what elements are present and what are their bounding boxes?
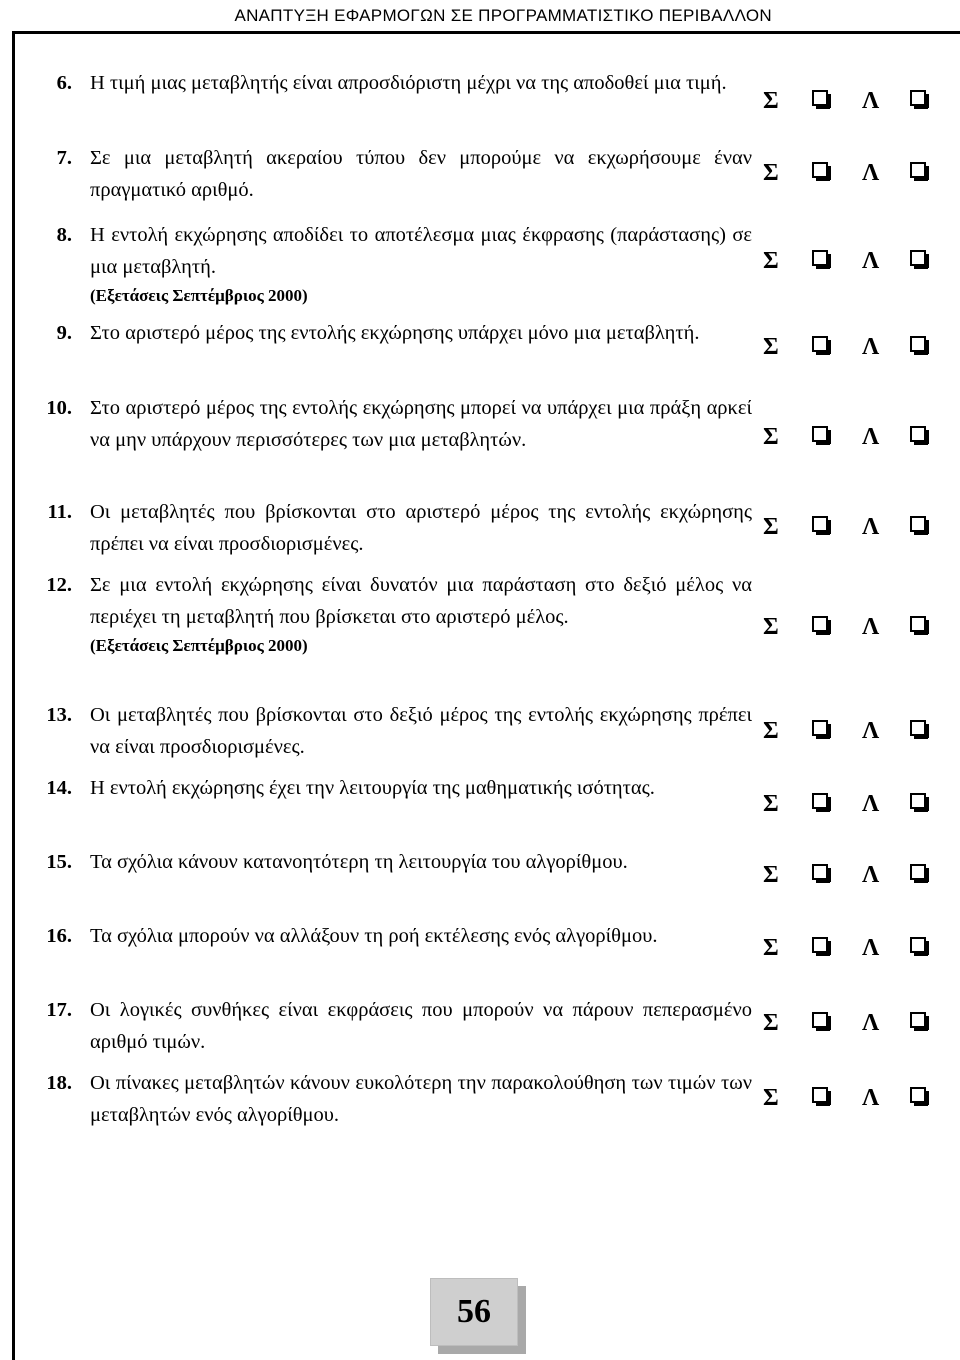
question-item [40, 1068, 752, 1131]
question-text: Οι λογικές συνθήκες είναι εκφράσεις που μπορούν να πάρουν πεπερασμένο αριθμό τιμών. [90, 999, 752, 1053]
question-number: 7. [56, 147, 72, 169]
false-label: Λ [862, 718, 880, 744]
header-rule [12, 31, 960, 34]
question-text: Η τιμή μιας μεταβλητής είναι απροσδιόριστη μέχρι να της αποδοθεί μια τιμή. [90, 72, 727, 94]
false-checkbox[interactable] [910, 250, 926, 266]
question-item [40, 220, 752, 309]
true-label: Σ [763, 424, 779, 450]
false-label: Λ [862, 791, 880, 817]
question-number: 8. [56, 224, 72, 246]
true-false-options [760, 244, 940, 278]
true-false-options [760, 931, 940, 965]
false-label: Λ [862, 935, 880, 961]
true-checkbox[interactable] [812, 426, 828, 442]
true-label: Σ [763, 791, 779, 817]
running-header: ΑΝΑΠΤΥΞΗ ΕΦΑΡΜΟΓΩΝ ΣΕ ΠΡΟΓΡΑΜΜΑΤΙΣΤΙΚΟ ΠΕΡΙΒΑΛΛΟΝ [234, 6, 772, 25]
question-number: 12. [46, 574, 72, 596]
question-item [40, 143, 752, 206]
question-number: 13. [46, 704, 72, 726]
false-checkbox[interactable] [910, 516, 926, 532]
true-checkbox[interactable] [812, 864, 828, 880]
true-label: Σ [763, 1085, 779, 1111]
false-checkbox[interactable] [910, 336, 926, 352]
false-label: Λ [862, 614, 880, 640]
false-checkbox[interactable] [910, 864, 926, 880]
true-false-options [760, 420, 940, 454]
question-item [40, 570, 752, 659]
question-text: Η εντολή εκχώρησης αποδίδει το αποτέλεσμα μιας έκφρασης (παράστασης) σε μια μεταβλητή. [90, 224, 752, 278]
question-text: Οι πίνακες μεταβλητών κάνουν ευκολότερη την παρακολούθηση των τιμών των μεταβλητών ενός αλγορίθμου. [90, 1072, 752, 1126]
question-text: Στο αριστερό μέρος της εντολής εκχώρησης μπορεί να υπάρχει μια πράξη αρκεί να μην υπάρχουν περισσότερες των μια μεταβλητών. [90, 397, 752, 451]
question-item [40, 921, 752, 953]
false-label: Λ [862, 424, 880, 450]
true-checkbox[interactable] [812, 616, 828, 632]
question-text: Οι μεταβλητές που βρίσκονται στο αριστερό μέρος της εντολής εκχώρησης πρέπει να είναι προσδιορισμένες. [90, 501, 752, 555]
question-text: Στο αριστερό μέρος της εντολής εκχώρησης υπάρχει μόνο μια μεταβλητή. [90, 322, 700, 344]
true-false-options [760, 84, 940, 118]
question-number: 17. [46, 999, 72, 1021]
false-label: Λ [862, 160, 880, 186]
true-label: Σ [763, 862, 779, 888]
margin-rule [12, 31, 15, 1360]
false-label: Λ [862, 334, 880, 360]
question-number: 9. [56, 322, 72, 344]
true-label: Σ [763, 614, 779, 640]
true-false-options [760, 1081, 940, 1115]
question-item [40, 995, 752, 1058]
question-number: 14. [46, 777, 72, 799]
question-number: 11. [47, 501, 72, 523]
question-number: 6. [56, 72, 72, 94]
question-item [40, 700, 752, 763]
true-false-options [760, 510, 940, 544]
question-text: Τα σχόλια κάνουν κατανοητότερη τη λειτουργία του αλγορίθμου. [90, 851, 628, 873]
true-checkbox[interactable] [812, 250, 828, 266]
true-false-options [760, 1006, 940, 1040]
question-text: Οι μεταβλητές που βρίσκονται στο δεξιό μέρος της εντολής εκχώρησης πρέπει να είναι προσδιορισμένες. [90, 704, 752, 758]
question-text: Σε μια εντολή εκχώρησης είναι δυνατόν μια παράσταση στο δεξιό μέλος να περιέχει τη μεταβλητή που βρίσκεται στο αριστερό μέλος. [90, 574, 752, 628]
question-text: Τα σχόλια μπορούν να αλλάξουν τη ροή εκτέλεσης ενός αλγορίθμου. [90, 925, 658, 947]
question-item [40, 393, 752, 456]
false-label: Λ [862, 1085, 880, 1111]
true-label: Σ [763, 160, 779, 186]
question-item [40, 318, 752, 350]
false-checkbox[interactable] [910, 616, 926, 632]
question-number: 18. [46, 1072, 72, 1094]
false-label: Λ [862, 88, 880, 114]
false-checkbox[interactable] [910, 426, 926, 442]
true-checkbox[interactable] [812, 720, 828, 736]
true-false-options [760, 156, 940, 190]
question-number: 16. [46, 925, 72, 947]
true-checkbox[interactable] [812, 90, 828, 106]
true-label: Σ [763, 935, 779, 961]
true-false-options [760, 330, 940, 364]
true-checkbox[interactable] [812, 793, 828, 809]
question-text: Σε μια μεταβλητή ακεραίου τύπου δεν μπορούμε να εκχωρήσουμε έναν πραγματικό αριθμό. [90, 147, 752, 201]
question-text: Η εντολή εκχώρησης έχει την λειτουργία της μαθηματικής ισότητας. [90, 777, 655, 799]
true-checkbox[interactable] [812, 516, 828, 532]
false-label: Λ [862, 1010, 880, 1036]
question-number: 10. [46, 397, 72, 419]
question-item [40, 773, 752, 805]
true-checkbox[interactable] [812, 162, 828, 178]
false-checkbox[interactable] [910, 90, 926, 106]
question-item [40, 497, 752, 560]
exam-note: (Εξετάσεις Σεπτέμβριος 2000) [90, 636, 308, 655]
question-item [40, 847, 752, 879]
true-label: Σ [763, 514, 779, 540]
false-label: Λ [862, 862, 880, 888]
false-label: Λ [862, 514, 880, 540]
question-item [40, 68, 752, 100]
true-checkbox[interactable] [812, 937, 828, 953]
false-checkbox[interactable] [910, 793, 926, 809]
true-label: Σ [763, 248, 779, 274]
true-false-options [760, 787, 940, 821]
page-number: 56 [430, 1278, 518, 1346]
true-checkbox[interactable] [812, 1087, 828, 1103]
true-checkbox[interactable] [812, 336, 828, 352]
false-checkbox[interactable] [910, 1012, 926, 1028]
false-label: Λ [862, 248, 880, 274]
true-label: Σ [763, 334, 779, 360]
true-label: Σ [763, 88, 779, 114]
false-checkbox[interactable] [910, 720, 926, 736]
true-label: Σ [763, 1010, 779, 1036]
exam-note: (Εξετάσεις Σεπτέμβριος 2000) [90, 286, 308, 305]
question-number: 15. [46, 851, 72, 873]
true-false-options [760, 858, 940, 892]
true-false-options [760, 610, 940, 644]
true-label: Σ [763, 718, 779, 744]
false-checkbox[interactable] [910, 162, 926, 178]
false-checkbox[interactable] [910, 937, 926, 953]
true-false-options [760, 714, 940, 748]
false-checkbox[interactable] [910, 1087, 926, 1103]
true-checkbox[interactable] [812, 1012, 828, 1028]
